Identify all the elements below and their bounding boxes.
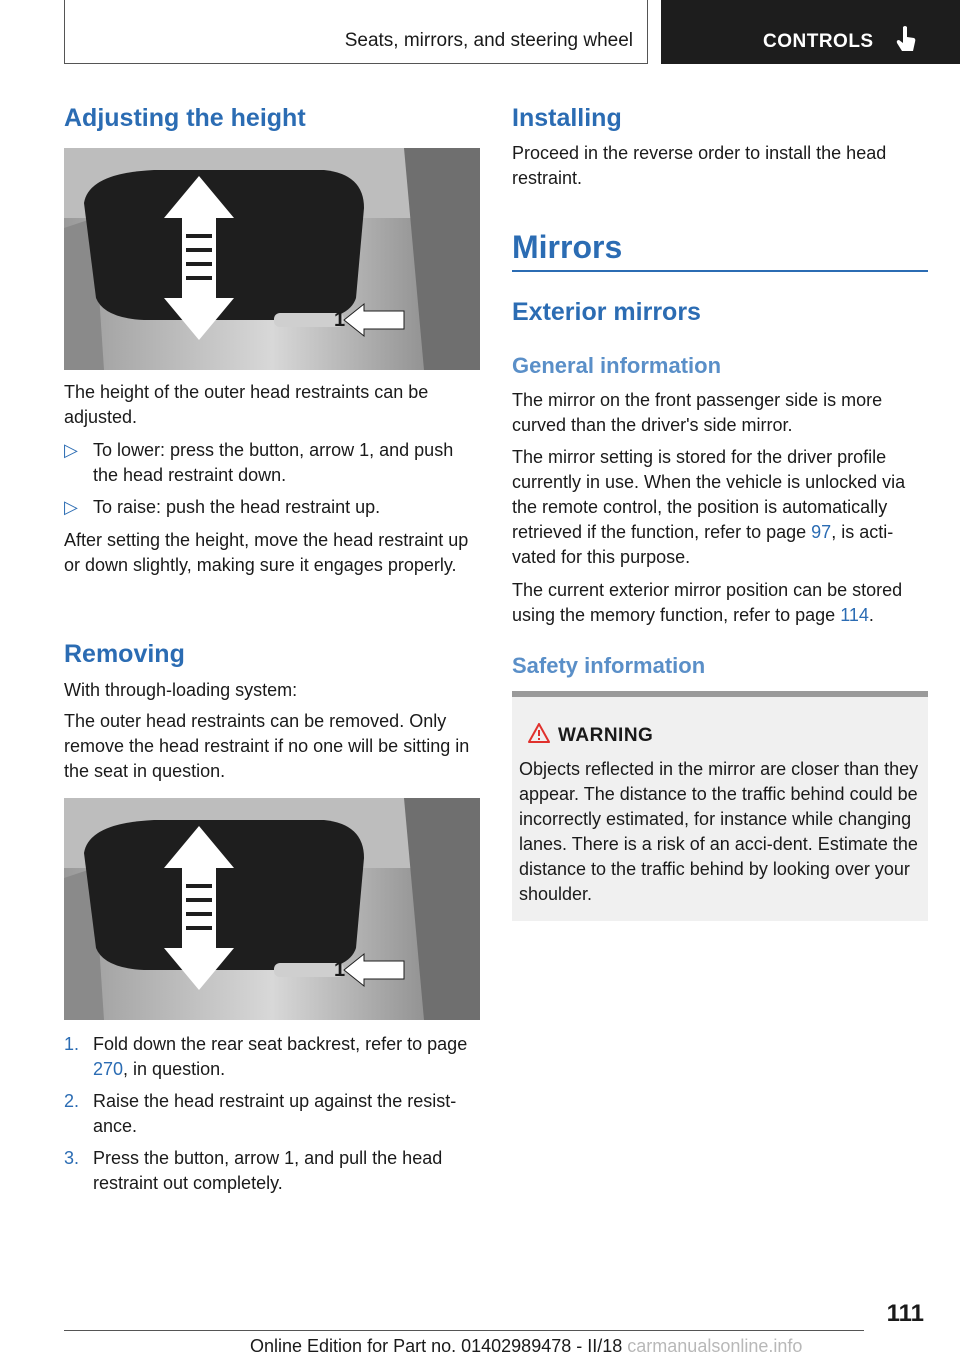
warning-box (512, 691, 928, 921)
height-intro-paragraph: The height of the outer head restraints can be adjusted. (64, 382, 429, 427)
step-text: Press the button, arrow 1, and pull the head restraint out completely. (93, 1148, 443, 1193)
page-link-97[interactable]: 97 (811, 522, 832, 542)
head-restraint-height-illustration (64, 148, 480, 370)
header-chapter-box (661, 0, 960, 64)
header-section-box (64, 0, 648, 64)
step-number: 2. (64, 1091, 80, 1111)
bullet-text: To lower: press the button, arrow 1, and push the head restraint down. (93, 440, 454, 485)
heading-mirrors: Mirrors (512, 229, 623, 265)
warning-title: WARNING (558, 725, 654, 746)
engage-paragraph: After setting the height, move the head restraint up or down slightly, making sure it engages properly. (64, 530, 469, 575)
warning-triangle-icon (528, 723, 550, 743)
bullet-text: To raise: push the head restraint up. (93, 497, 381, 517)
head-restraint-removal-illustration (64, 798, 480, 1020)
header-chapter-title: CONTROLS (763, 31, 874, 52)
page-link-114[interactable]: 114 (840, 605, 869, 625)
removal-paragraph: The outer head restraints can be removed. Only remove the head restraint if no one will be sitting in the seat in question. (64, 711, 470, 781)
step-text: Raise the head restraint up against the resist-ance. (93, 1091, 457, 1136)
list-item (64, 1146, 480, 1196)
heading-exterior-mirrors: Exterior mirrors (512, 298, 701, 326)
list-item (64, 438, 480, 488)
heading-general-information: General information (512, 353, 722, 378)
list-item (64, 1032, 480, 1082)
page-number: 111 (886, 1300, 924, 1327)
installing-paragraph: Proceed in the reverse order to install the head restraint. (512, 143, 887, 188)
heading-removing: Removing (64, 640, 185, 668)
general-paragraph-1: The mirror on the front passenger side is more curved than the driver's side mirror. (512, 390, 883, 435)
general-paragraph-2: The mirror setting is stored for the driver profile currently in use. When the vehicle is unlocked via the remote control, the position is automatically retrieved if the function, refer to page 97, is acti-vated for this purpose. (512, 447, 906, 567)
illustration-callout-1: 1 (334, 309, 346, 331)
list-item (64, 495, 480, 520)
step-number: 3. (64, 1148, 80, 1168)
illustration-callout-1: 1 (334, 959, 346, 981)
heading-adjusting-height: Adjusting the height (64, 104, 306, 132)
bullet-marker: ▷ (64, 497, 78, 517)
hand-pointer-icon (895, 25, 917, 53)
warning-body: Objects reflected in the mirror are closer than they appear. The distance to the traffic behind could be incorrectly estimated, for instance while changing lanes. There is a risk of an acci-dent. Estimate the distance to the traffic behind by looking over your shoulder. (519, 759, 919, 904)
heading-installing: Installing (512, 104, 622, 132)
page-link-270[interactable]: 270 (93, 1059, 124, 1079)
heading-safety-information: Safety information (512, 653, 706, 678)
mirrors-heading-rule (512, 270, 928, 272)
general-paragraph-3: The current exterior mirror position can be stored using the memory function, refer to page 114. (512, 580, 903, 625)
list-item (64, 1089, 480, 1139)
through-loading-paragraph: With through-loading system: (64, 680, 298, 700)
step-text: Fold down the rear seat backrest, refer to page 270, in question. (93, 1034, 468, 1079)
header-section-title: Seats, mirrors, and steering wheel (344, 30, 633, 51)
footer-edition: Online Edition for Part no. 01402989478 - II/18 carmanualsonline.info (250, 1336, 803, 1356)
footer-rule (64, 1330, 864, 1331)
bullet-marker: ▷ (64, 440, 78, 460)
watermark: carmanualsonline.info (627, 1336, 803, 1356)
step-number: 1. (64, 1034, 80, 1054)
